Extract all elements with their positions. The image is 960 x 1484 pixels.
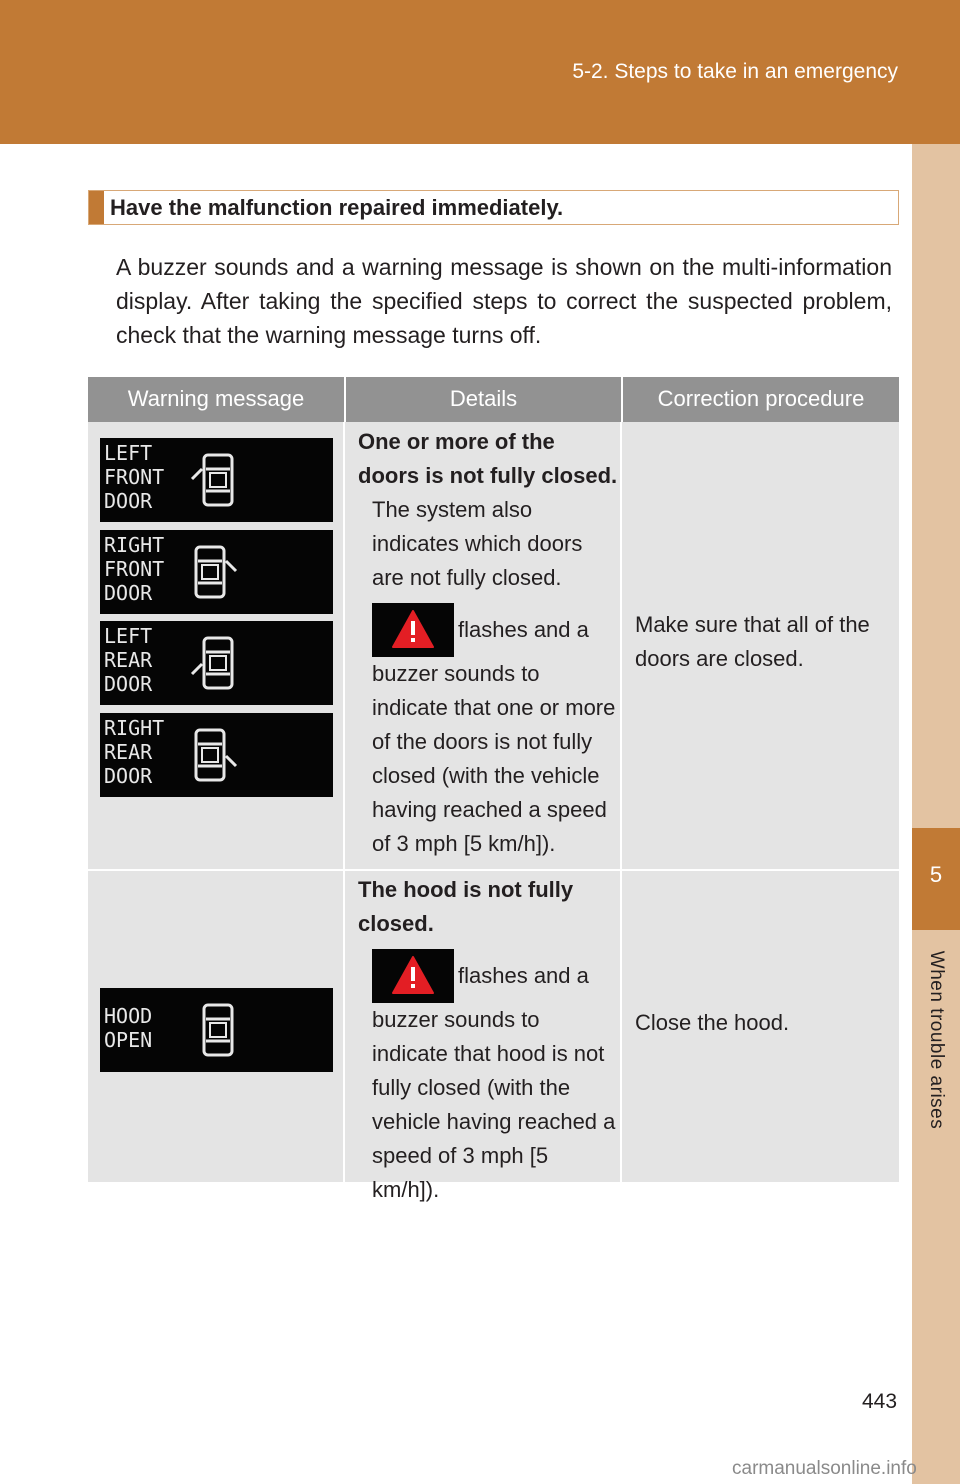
warning-description: buzzer sounds to indicate that one or more of the doors is not fully closed (with the vehicle having reached a speed of 3 mph [5 km/h]). bbox=[372, 661, 616, 856]
details-hood bbox=[358, 873, 618, 1207]
lcd-left-rear-door bbox=[100, 621, 333, 705]
car-top-view-icon bbox=[188, 545, 240, 599]
chapter-side-strip bbox=[912, 144, 960, 1484]
lcd-text: HOOD OPEN bbox=[104, 1004, 153, 1052]
warning-triangle-icon bbox=[391, 955, 435, 995]
warning-triangle-icon bbox=[391, 609, 435, 649]
lcd-text: RIGHT FRONT DOOR bbox=[104, 533, 165, 605]
lcd-right-rear-door bbox=[100, 713, 333, 797]
details-title: One or more of the doors is not fully closed. bbox=[358, 429, 618, 488]
header-title: 5-2. Steps to take in an emergency bbox=[572, 60, 898, 83]
car-top-view-icon bbox=[188, 728, 240, 782]
column-divider bbox=[343, 422, 345, 869]
car-top-view-icon bbox=[188, 453, 240, 507]
page-header bbox=[0, 0, 960, 144]
lcd-text: LEFT REAR DOOR bbox=[104, 624, 153, 696]
car-top-view-icon bbox=[200, 1003, 252, 1057]
column-divider bbox=[620, 871, 622, 1182]
warning-indicator-line bbox=[358, 949, 618, 1003]
chapter-number: 5 bbox=[929, 862, 943, 887]
page-number: 443 bbox=[862, 1390, 898, 1413]
table-row-hood bbox=[88, 871, 899, 1202]
section-heading bbox=[88, 190, 899, 225]
chapter-label: When trouble arises bbox=[926, 950, 947, 1130]
warning-description: buzzer sounds to indicate that hood is not fully closed (with the vehicle having reached a speed of 3 mph [5 km/h]). bbox=[372, 1007, 616, 1202]
warning-light bbox=[372, 949, 454, 1003]
lcd-text: RIGHT REAR DOOR bbox=[104, 716, 165, 788]
lcd-hood-open bbox=[100, 988, 333, 1072]
section-heading-bar bbox=[89, 191, 104, 224]
lcd-left-front-door bbox=[100, 438, 333, 522]
column-divider bbox=[620, 422, 622, 869]
correction-hood: Close the hood. bbox=[635, 1010, 790, 1035]
car-top-view-icon bbox=[188, 636, 240, 690]
header-correction-procedure: Correction procedure bbox=[621, 377, 899, 422]
warning-indicator-line bbox=[358, 603, 618, 657]
correction-doors: Make sure that all of the doors are closed. bbox=[635, 612, 870, 671]
table-header bbox=[88, 377, 899, 422]
lcd-right-front-door bbox=[100, 530, 333, 614]
watermark: carmanualsonline.info bbox=[732, 1458, 917, 1479]
details-doors bbox=[358, 425, 618, 861]
warning-text-after: flashes and a bbox=[458, 963, 589, 988]
section-heading-text: Have the malfunction repaired immediately. bbox=[110, 195, 564, 220]
table-row-doors bbox=[88, 422, 899, 869]
warning-text-after: flashes and a bbox=[458, 617, 589, 642]
details-title: The hood is not fully closed. bbox=[358, 877, 574, 936]
lcd-text: LEFT FRONT DOOR bbox=[104, 441, 165, 513]
details-description: The system also indicates which doors are not fully closed. bbox=[372, 497, 583, 590]
intro-paragraph: A buzzer sounds and a warning message is shown on the multi-information display. After taking the specified steps to correct the suspected problem, check that the warning message turns off. bbox=[116, 254, 892, 348]
warning-light bbox=[372, 603, 454, 657]
header-details: Details bbox=[344, 377, 621, 422]
warning-table bbox=[88, 377, 899, 1202]
column-divider bbox=[343, 871, 345, 1182]
header-warning-message: Warning message bbox=[127, 386, 305, 411]
chapter-tab[interactable] bbox=[912, 828, 960, 930]
